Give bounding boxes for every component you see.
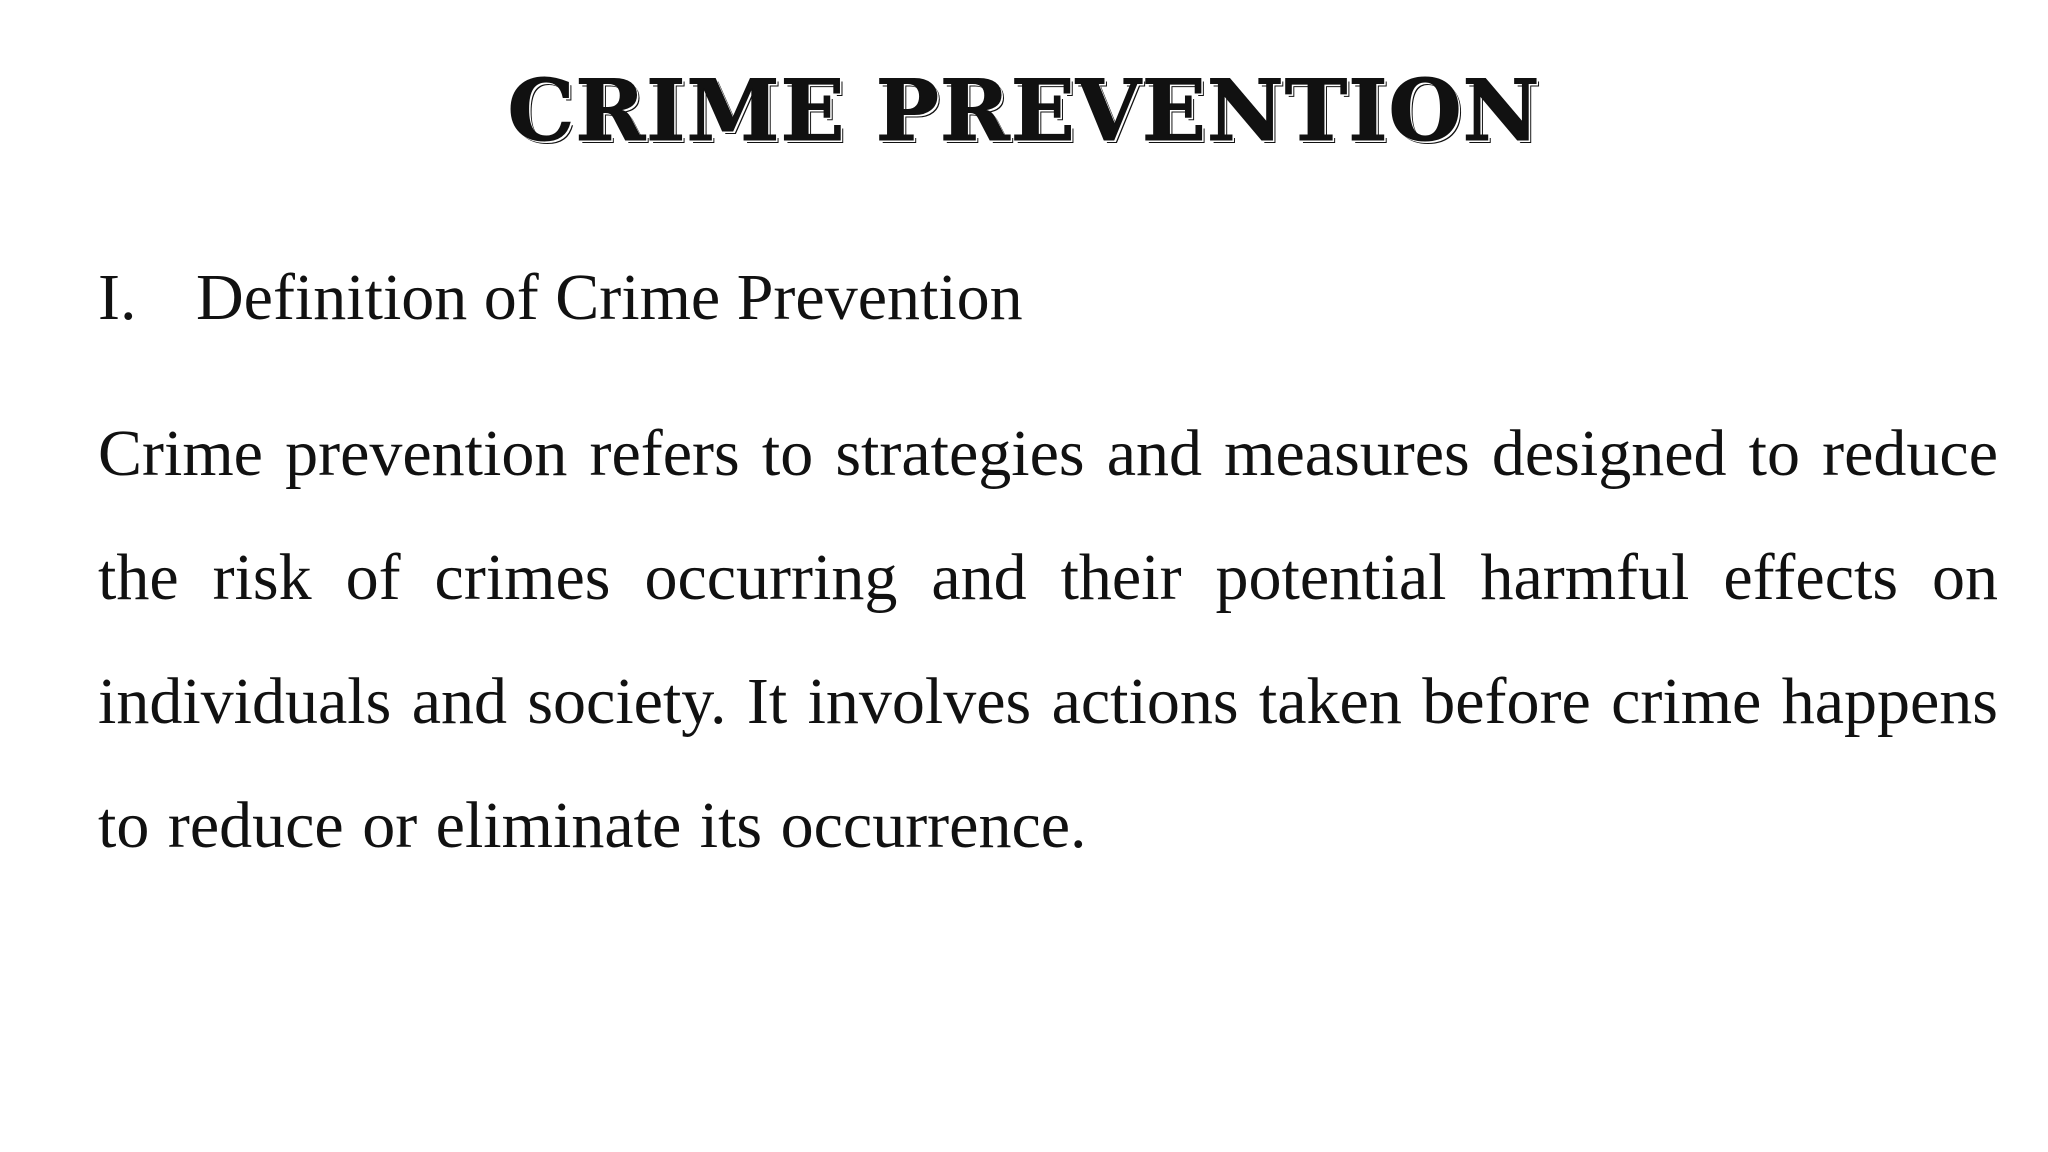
section-heading	[98, 254, 1023, 342]
definition-paragraph: Crime prevention refers to strategies and measures designed to reduce the risk of crimes occurring and their potential harmful effects on individuals and society. It involves actions taken before crime happens to reduce or eliminate its occurrence.	[98, 417, 1998, 862]
slide-title: CRIME PREVENTION	[507, 61, 1541, 160]
section-number: I.	[98, 261, 137, 334]
section-heading-text: Definition of Crime Prevention	[196, 261, 1023, 334]
